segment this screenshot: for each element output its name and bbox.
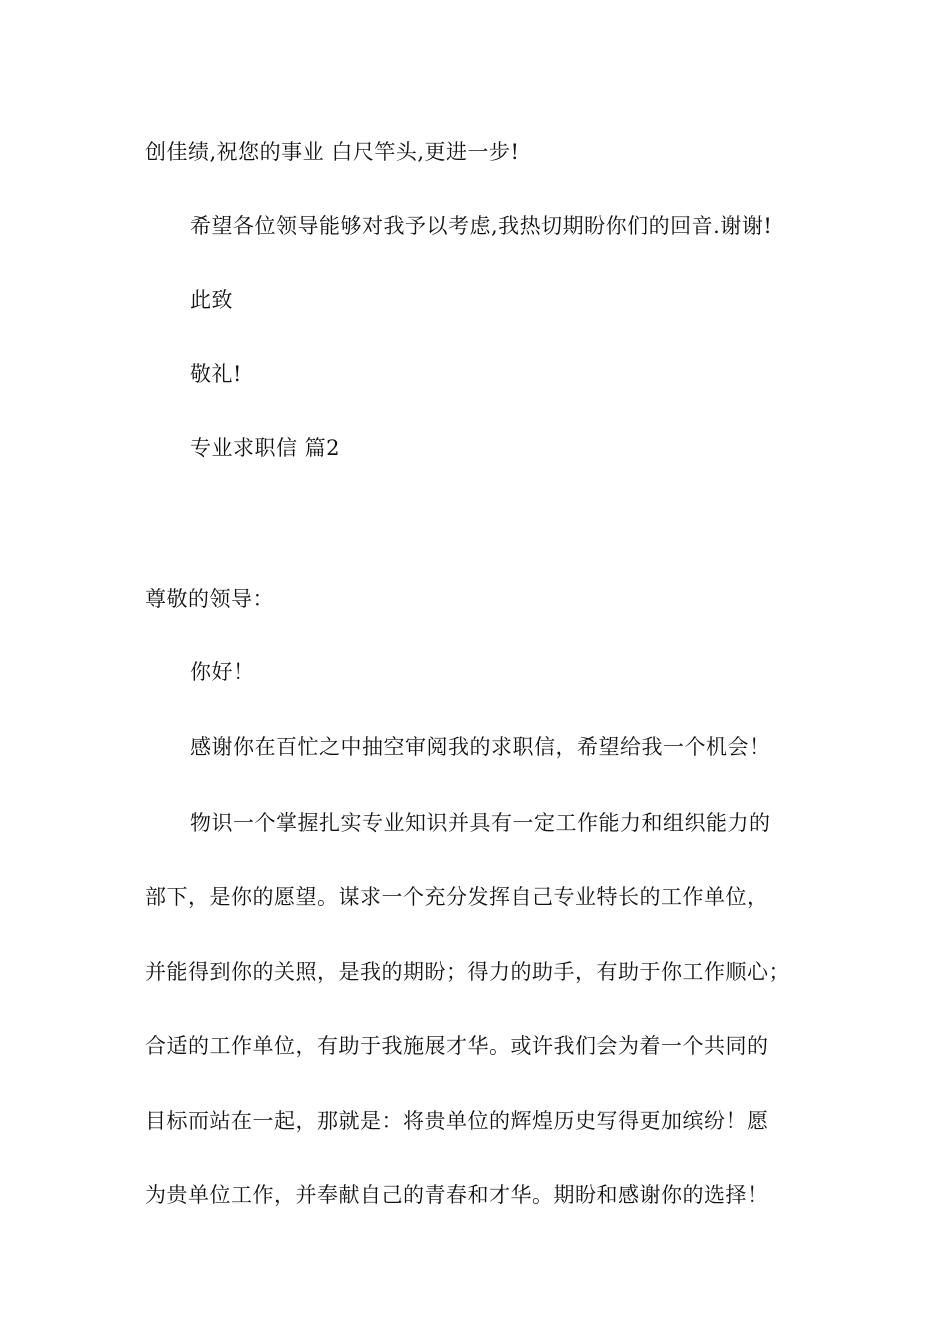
paragraph-line: 合适的工作单位，有助于我施展才华。或许我们会为着一个共同的	[145, 1034, 769, 1058]
paragraph-line: 为贵单位工作，并奉献自己的青春和才华。期盼和感谢你的选择！	[145, 1183, 769, 1207]
paragraph-line: 物识一个掌握扎实专业知识并具有一定工作能力和组织能力的	[190, 811, 771, 835]
paragraph-line: 希望各位领导能够对我予以考虑,我热切期盼你们的回音.谢谢!	[190, 214, 773, 238]
closing-line: 此致	[190, 288, 233, 312]
closing-salutation: 敬礼!	[190, 362, 242, 386]
paragraph-line: 并能得到你的关照，是我的期盼；得力的助手，有助于你工作顺心；	[145, 960, 790, 984]
paragraph-line: 感谢你在百忙之中抽空审阅我的求职信，希望给我一个机会！	[190, 735, 771, 759]
paragraph-line: 创佳绩,祝您的事业 白尺竿头,更进一步!	[145, 140, 520, 164]
section-heading: 专业求职信 篇2	[190, 436, 341, 460]
paragraph-line: 部下，是你的愿望。谋求一个充分发挥自己专业特长的工作单位，	[145, 885, 769, 909]
greeting: 你好！	[190, 660, 255, 684]
salutation: 尊敬的领导：	[145, 587, 274, 611]
paragraph-line: 目标而站在一起，那就是：将贵单位的辉煌历史写得更加缤纷！愿	[145, 1109, 769, 1133]
